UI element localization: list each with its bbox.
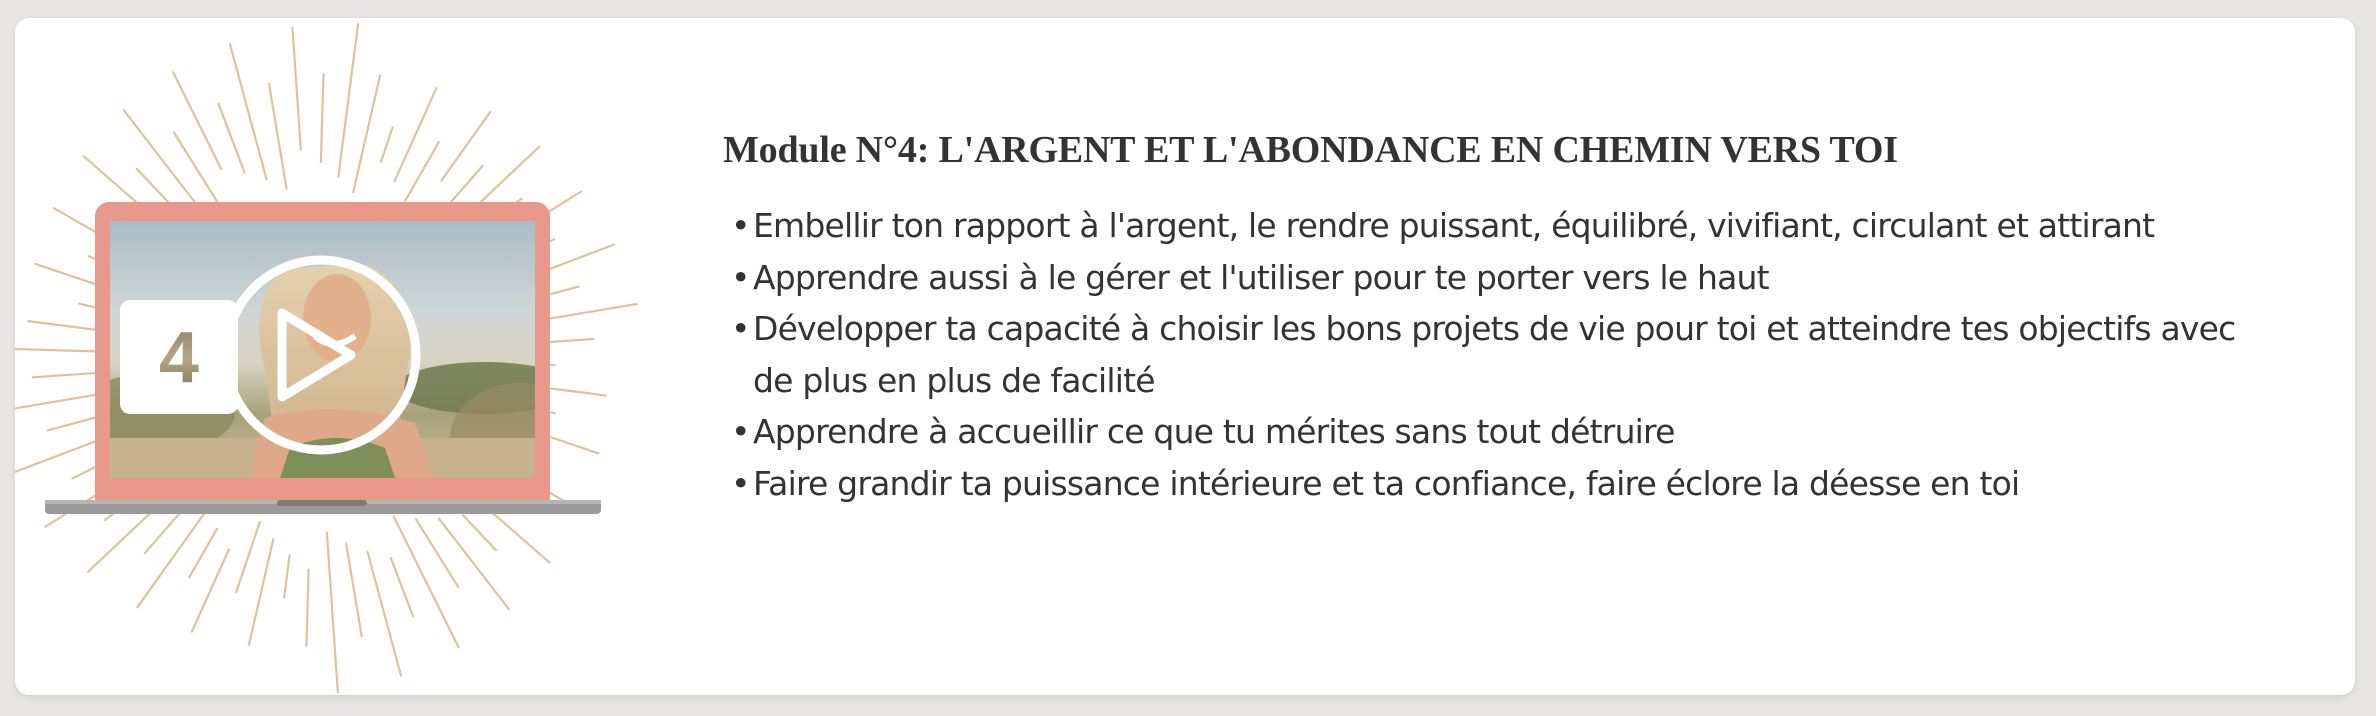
bullet-dot: • [731,463,750,503]
sunburst-ray [442,112,491,181]
bullet-text: Apprendre à accueillir ce que tu mérites sans tout détruire [753,412,1675,451]
sunburst-ray [189,529,217,578]
module-bullet-list [723,200,2283,509]
sunburst-ray [416,519,458,587]
sunburst-ray [450,166,483,204]
module-number: 4 [158,318,200,398]
sunburst-ray [439,519,509,609]
sunburst-ray [321,74,324,162]
sunburst-ray [173,72,221,169]
sunburst-ray [249,539,273,644]
bullet-item [723,303,2283,406]
sunburst-ray [137,508,208,607]
bullet-item [723,200,2283,252]
sunburst-ray [230,44,267,179]
bullet-text: Embellir ton rapport à l'argent, le rendre puissant, équilibré, vivifiant, circulant et attirant [753,206,2155,245]
bullet-dot: • [731,412,750,451]
sunburst-ray [269,84,287,189]
bullet-dot: • [731,309,750,348]
module-card [15,18,2355,695]
sunburst-ray [306,570,308,646]
module-title: Module N°4: L'ARGENT ET L'ABONDANCE EN CHEMIN VERS TOI [723,129,1898,171]
laptop-illustration [15,18,655,695]
sunburst-ray [346,543,362,636]
sunburst-ray [327,533,338,693]
bullet-item [723,406,2283,458]
sunburst-ray [219,104,245,173]
sunburst-ray [338,24,358,177]
bullet-dot: • [731,257,750,297]
sunburst-ray [284,555,289,597]
sunburst-ray [33,373,99,378]
sunburst-ray [391,558,413,616]
sunburst-ray [174,133,223,211]
bullet-dot: • [731,206,750,245]
bullet-item [723,458,2283,510]
module-number-badge [120,300,238,414]
bullet-text: Faire grandir ta puissance intérieure et ta confiance, faire éclore la déesse en toi [753,463,2020,503]
module-content [723,124,2283,509]
sunburst-ray [381,128,393,162]
sunburst-ray [395,88,437,181]
sunburst-ray [463,515,496,550]
bullet-text: Développer ta capacité à choisir les bons projets de vie pour toi et atteindre tes objectifs avec de plus en plus de facilité [753,309,2236,400]
sunburst-ray [353,75,380,192]
sunburst-ray [293,28,301,150]
bullet-item [723,252,2283,304]
sunburst-ray [405,142,439,201]
bullet-text: Apprendre aussi à le gérer et l'utiliser pour te porter vers le haut [753,257,1769,297]
module-illustration [15,18,655,695]
sunburst-ray [236,522,260,592]
